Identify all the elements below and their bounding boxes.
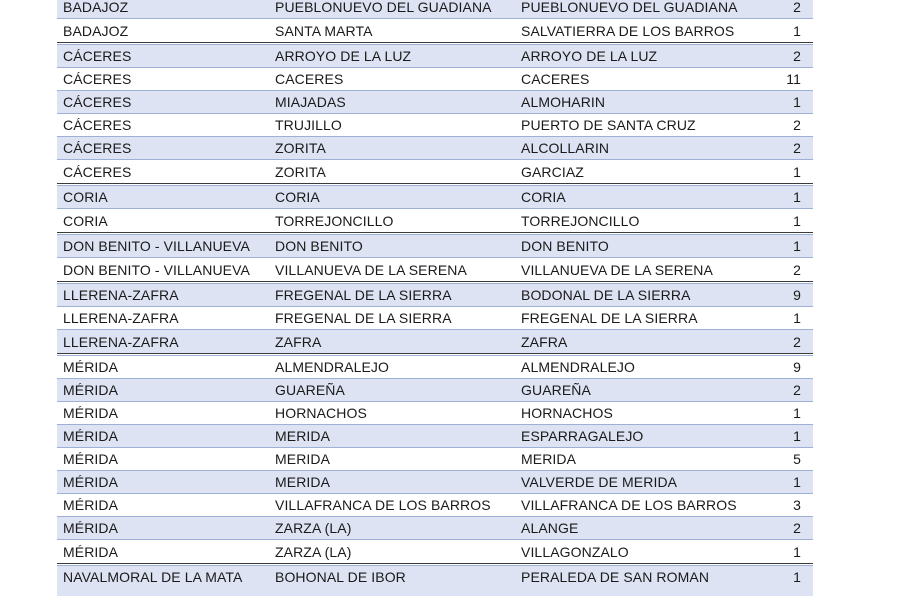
area-cell: CÁCERES: [63, 117, 132, 133]
area-cell: CORIA: [63, 212, 108, 229]
table-row: [57, 425, 813, 448]
table-row: [57, 330, 813, 353]
count-cell: 2: [793, 48, 801, 64]
area-cell: CÁCERES: [63, 163, 132, 180]
area-cell: MÉRIDA: [63, 474, 119, 490]
zone-cell: HORNACHOS: [275, 405, 367, 421]
table-row: [57, 402, 813, 425]
count-cell: 2: [793, 382, 801, 398]
zone-cell: VILLANUEVA DE LA SERENA: [275, 261, 467, 278]
area-cell: LLERENA-ZAFRA: [63, 287, 179, 303]
locality-cell: FREGENAL DE LA SIERRA: [521, 310, 698, 326]
count-cell: 1: [793, 474, 801, 490]
locality-cell: SALVATIERRA DE LOS BARROS: [521, 22, 735, 39]
locality-cell: PUERTO DE SANTA CRUZ: [521, 117, 696, 133]
table-row: [57, 160, 813, 183]
area-cell: MÉRIDA: [63, 382, 119, 398]
zone-cell: ARROYO DE LA LUZ: [275, 48, 412, 64]
area-cell: NAVALMORAL DE LA MATA: [63, 569, 243, 585]
table-row: [57, 258, 813, 281]
zone-cell: FREGENAL DE LA SIERRA: [275, 287, 452, 303]
locality-cell: ALCOLLARIN: [521, 140, 610, 156]
table-row: [57, 19, 813, 42]
zone-cell: ZAFRA: [275, 333, 322, 350]
table-row: [57, 356, 813, 379]
table-row: [57, 137, 813, 160]
locality-cell: VILLAFRANCA DE LOS BARROS: [521, 497, 737, 513]
area-cell: CÁCERES: [63, 94, 132, 110]
locality-cell: GARCIAZ: [521, 163, 584, 180]
table-row: [57, 114, 813, 137]
table-row: [57, 566, 813, 589]
count-cell: 9: [793, 359, 801, 375]
zone-cell: ZARZA (LA): [275, 543, 352, 560]
table-row: [57, 448, 813, 471]
table-row: [57, 540, 813, 563]
zone-cell: GUAREÑA: [275, 382, 345, 398]
table-row: [57, 235, 813, 258]
table-row: [57, 209, 813, 232]
locality-cell: VALVERDE DE MERIDA: [521, 474, 678, 490]
count-cell: 1: [793, 22, 801, 39]
area-cell: MÉRIDA: [63, 543, 119, 560]
area-cell: MÉRIDA: [63, 405, 119, 421]
zone-cell: ZORITA: [275, 163, 326, 180]
locality-cell: ARROYO DE LA LUZ: [521, 48, 658, 64]
area-cell: LLERENA-ZAFRA: [63, 333, 179, 350]
count-cell: 2: [793, 333, 801, 350]
locality-cell: CACERES: [521, 71, 590, 87]
area-cell: CORIA: [63, 189, 108, 205]
zone-cell: FREGENAL DE LA SIERRA: [275, 310, 452, 326]
count-cell: 9: [793, 287, 801, 303]
area-cell: MÉRIDA: [63, 428, 119, 444]
locality-cell: ZAFRA: [521, 333, 568, 350]
count-cell: 5: [793, 451, 801, 467]
locality-cell: TORREJONCILLO: [521, 212, 640, 229]
count-cell: 3: [793, 497, 801, 513]
zone-cell: ZARZA (LA): [275, 520, 352, 536]
locality-cell: VILLAGONZALO: [521, 543, 629, 560]
table-row: [57, 471, 813, 494]
table-row: [57, 0, 813, 19]
count-cell: 2: [793, 140, 801, 156]
count-cell: 11: [786, 71, 801, 87]
count-cell: 1: [793, 569, 801, 585]
count-cell: 1: [793, 543, 801, 560]
area-cell: MÉRIDA: [63, 359, 119, 375]
table-row: [57, 517, 813, 540]
locality-cell: PERALEDA DE SAN ROMAN: [521, 569, 710, 585]
area-cell: LLERENA-ZAFRA: [63, 310, 179, 326]
count-cell: 2: [793, 117, 801, 133]
area-cell: MÉRIDA: [63, 497, 119, 513]
zone-cell: MERIDA: [275, 451, 331, 467]
count-cell: 1: [793, 212, 801, 229]
area-cell: BADAJOZ: [63, 22, 129, 39]
locality-cell: GUAREÑA: [521, 382, 591, 398]
count-cell: 1: [793, 238, 801, 254]
zone-cell: MERIDA: [275, 428, 331, 444]
table-row: [57, 45, 813, 68]
locality-cell: PUEBLONUEVO DEL GUADIANA: [521, 0, 738, 15]
locality-cell: DON BENITO: [521, 238, 609, 254]
zone-cell: CORIA: [275, 189, 320, 205]
count-cell: 2: [793, 261, 801, 278]
table-row: [57, 68, 813, 91]
locality-cell: BODONAL DE LA SIERRA: [521, 287, 691, 303]
zone-cell: TORREJONCILLO: [275, 212, 394, 229]
locality-cell: CORIA: [521, 189, 566, 205]
data-table: [57, 0, 813, 589]
area-cell: DON BENITO - VILLANUEVA: [63, 261, 250, 278]
area-cell: CÁCERES: [63, 48, 132, 64]
area-cell: BADAJOZ: [63, 0, 129, 15]
area-cell: CÁCERES: [63, 140, 132, 156]
locality-cell: VILLANUEVA DE LA SERENA: [521, 261, 713, 278]
count-cell: 1: [793, 189, 801, 205]
zone-cell: CACERES: [275, 71, 344, 87]
locality-cell: ALMOHARIN: [521, 94, 606, 110]
zone-cell: TRUJILLO: [275, 117, 342, 133]
zone-cell: DON BENITO: [275, 238, 363, 254]
table-row: [57, 379, 813, 402]
count-cell: 2: [793, 0, 801, 15]
zone-cell: MERIDA: [275, 474, 331, 490]
zone-cell: PUEBLONUEVO DEL GUADIANA: [275, 0, 492, 15]
zone-cell: BOHONAL DE IBOR: [275, 569, 406, 585]
zone-cell: ZORITA: [275, 140, 326, 156]
count-cell: 1: [793, 405, 801, 421]
count-cell: 1: [793, 94, 801, 110]
table-row: [57, 284, 813, 307]
area-cell: MÉRIDA: [63, 451, 119, 467]
count-cell: 1: [793, 428, 801, 444]
zone-cell: VILLAFRANCA DE LOS BARROS: [275, 497, 491, 513]
locality-cell: ALANGE: [521, 520, 579, 536]
table-row: [57, 186, 813, 209]
count-cell: 2: [793, 520, 801, 536]
count-cell: 1: [793, 163, 801, 180]
locality-cell: MERIDA: [521, 451, 577, 467]
count-cell: 1: [793, 310, 801, 326]
zone-cell: MIAJADAS: [275, 94, 346, 110]
table-row: [57, 91, 813, 114]
zone-cell: ALMENDRALEJO: [275, 359, 390, 375]
locality-cell: ALMENDRALEJO: [521, 359, 636, 375]
area-cell: DON BENITO - VILLANUEVA: [63, 238, 250, 254]
area-cell: MÉRIDA: [63, 520, 119, 536]
area-cell: CÁCERES: [63, 71, 132, 87]
table-row: [57, 307, 813, 330]
table-row: [57, 494, 813, 517]
locality-cell: ESPARRAGALEJO: [521, 428, 644, 444]
zone-cell: SANTA MARTA: [275, 22, 373, 39]
locality-cell: HORNACHOS: [521, 405, 613, 421]
